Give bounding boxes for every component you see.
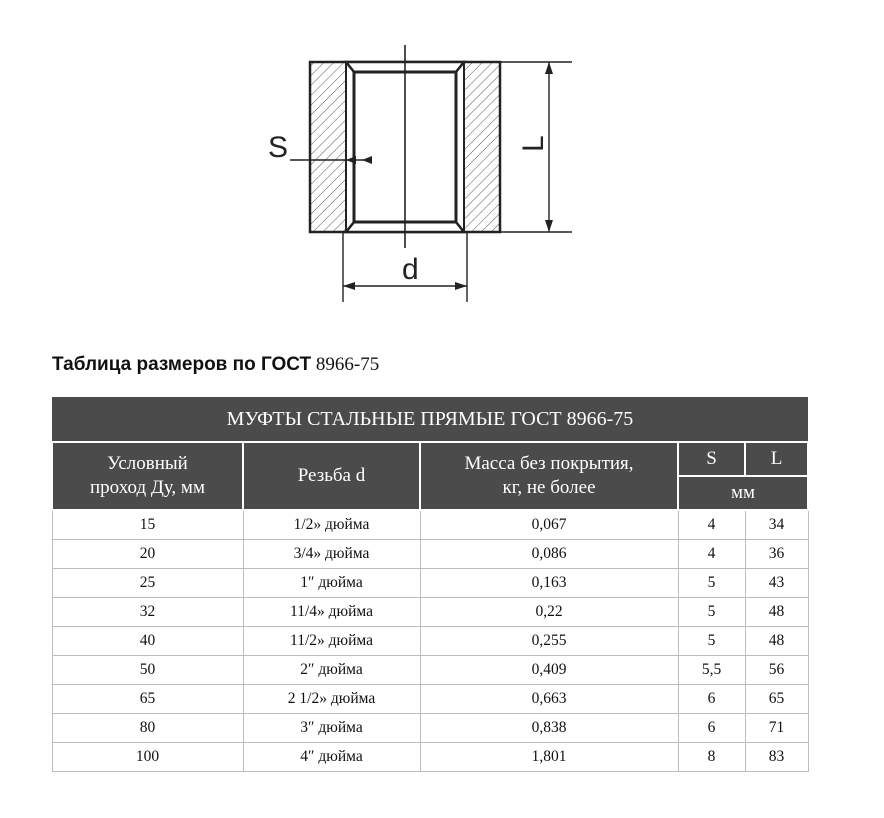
table-row xyxy=(52,598,808,627)
cell-s: 4 xyxy=(678,510,745,540)
header-s: S xyxy=(678,442,745,476)
cell-mass: 0,663 xyxy=(420,685,678,714)
cell-l: 48 xyxy=(745,598,808,627)
header-unit: мм xyxy=(678,476,808,510)
cell-mass: 0,067 xyxy=(420,510,678,540)
cell-thread: 11/2» дюйма xyxy=(243,627,420,656)
table-body xyxy=(52,510,808,772)
cell-du: 65 xyxy=(52,685,243,714)
cell-s: 5 xyxy=(678,598,745,627)
header-mass-line2: кг, не более xyxy=(502,477,596,498)
cell-thread: 1″ дюйма xyxy=(243,569,420,598)
cell-s: 8 xyxy=(678,743,745,772)
cell-s: 5,5 xyxy=(678,656,745,685)
cell-l: 71 xyxy=(745,714,808,743)
spec-table xyxy=(51,397,809,772)
cell-mass: 0,22 xyxy=(420,598,678,627)
caption-bold: Таблица размеров по ГОСТ xyxy=(52,354,312,375)
table-row xyxy=(52,540,808,569)
header-du xyxy=(52,442,243,510)
cell-du: 100 xyxy=(52,743,243,772)
table-title: МУФТЫ СТАЛЬНЫЕ ПРЯМЫЕ ГОСТ 8966-75 xyxy=(52,397,808,442)
cell-l: 56 xyxy=(745,656,808,685)
cell-thread: 11/4» дюйма xyxy=(243,598,420,627)
header-mass-line1: Масса без покрытия, xyxy=(464,453,634,475)
cell-s: 6 xyxy=(678,685,745,714)
table-row xyxy=(52,656,808,685)
cell-l: 65 xyxy=(745,685,808,714)
caption-standard: 8966-75 xyxy=(315,354,380,375)
header-mass xyxy=(420,442,678,510)
label-l: L xyxy=(517,135,550,152)
cell-du: 25 xyxy=(52,569,243,598)
table-row xyxy=(52,627,808,656)
cell-thread: 3″ дюйма xyxy=(243,714,420,743)
cell-l: 43 xyxy=(745,569,808,598)
cell-thread: 2 1/2» дюйма xyxy=(243,685,420,714)
cell-du: 20 xyxy=(52,540,243,569)
cell-thread: 3/4» дюйма xyxy=(243,540,420,569)
cell-mass: 0,409 xyxy=(420,656,678,685)
table-row xyxy=(52,569,808,598)
header-thread: Резьба d xyxy=(243,442,420,510)
cell-mass: 0,255 xyxy=(420,627,678,656)
table-row xyxy=(52,510,808,540)
cell-mass: 0,163 xyxy=(420,569,678,598)
left-wall-section xyxy=(310,62,346,232)
coupling-drawing xyxy=(0,0,884,330)
label-s: S xyxy=(268,131,289,164)
cell-mass: 1,801 xyxy=(420,743,678,772)
cell-mass: 0,838 xyxy=(420,714,678,743)
table-row xyxy=(52,743,808,772)
cell-s: 5 xyxy=(678,627,745,656)
cell-l: 34 xyxy=(745,510,808,540)
cell-du: 15 xyxy=(52,510,243,540)
cell-l: 48 xyxy=(745,627,808,656)
cell-du: 80 xyxy=(52,714,243,743)
table-row xyxy=(52,685,808,714)
header-du-line1: Условный xyxy=(107,453,188,475)
label-d: d xyxy=(402,253,419,286)
cell-mass: 0,086 xyxy=(420,540,678,569)
cell-du: 40 xyxy=(52,627,243,656)
cell-thread: 2″ дюйма xyxy=(243,656,420,685)
cell-du: 50 xyxy=(52,656,243,685)
header-du-line2: проход Ду, мм xyxy=(90,477,205,498)
right-wall-section xyxy=(464,62,500,232)
cell-s: 5 xyxy=(678,569,745,598)
cell-du: 32 xyxy=(52,598,243,627)
cell-s: 6 xyxy=(678,714,745,743)
cell-l: 36 xyxy=(745,540,808,569)
cell-s: 4 xyxy=(678,540,745,569)
table-caption xyxy=(52,354,379,376)
cell-l: 83 xyxy=(745,743,808,772)
cell-thread: 4″ дюйма xyxy=(243,743,420,772)
table-row xyxy=(52,714,808,743)
header-l: L xyxy=(745,442,808,476)
cell-thread: 1/2» дюйма xyxy=(243,510,420,540)
